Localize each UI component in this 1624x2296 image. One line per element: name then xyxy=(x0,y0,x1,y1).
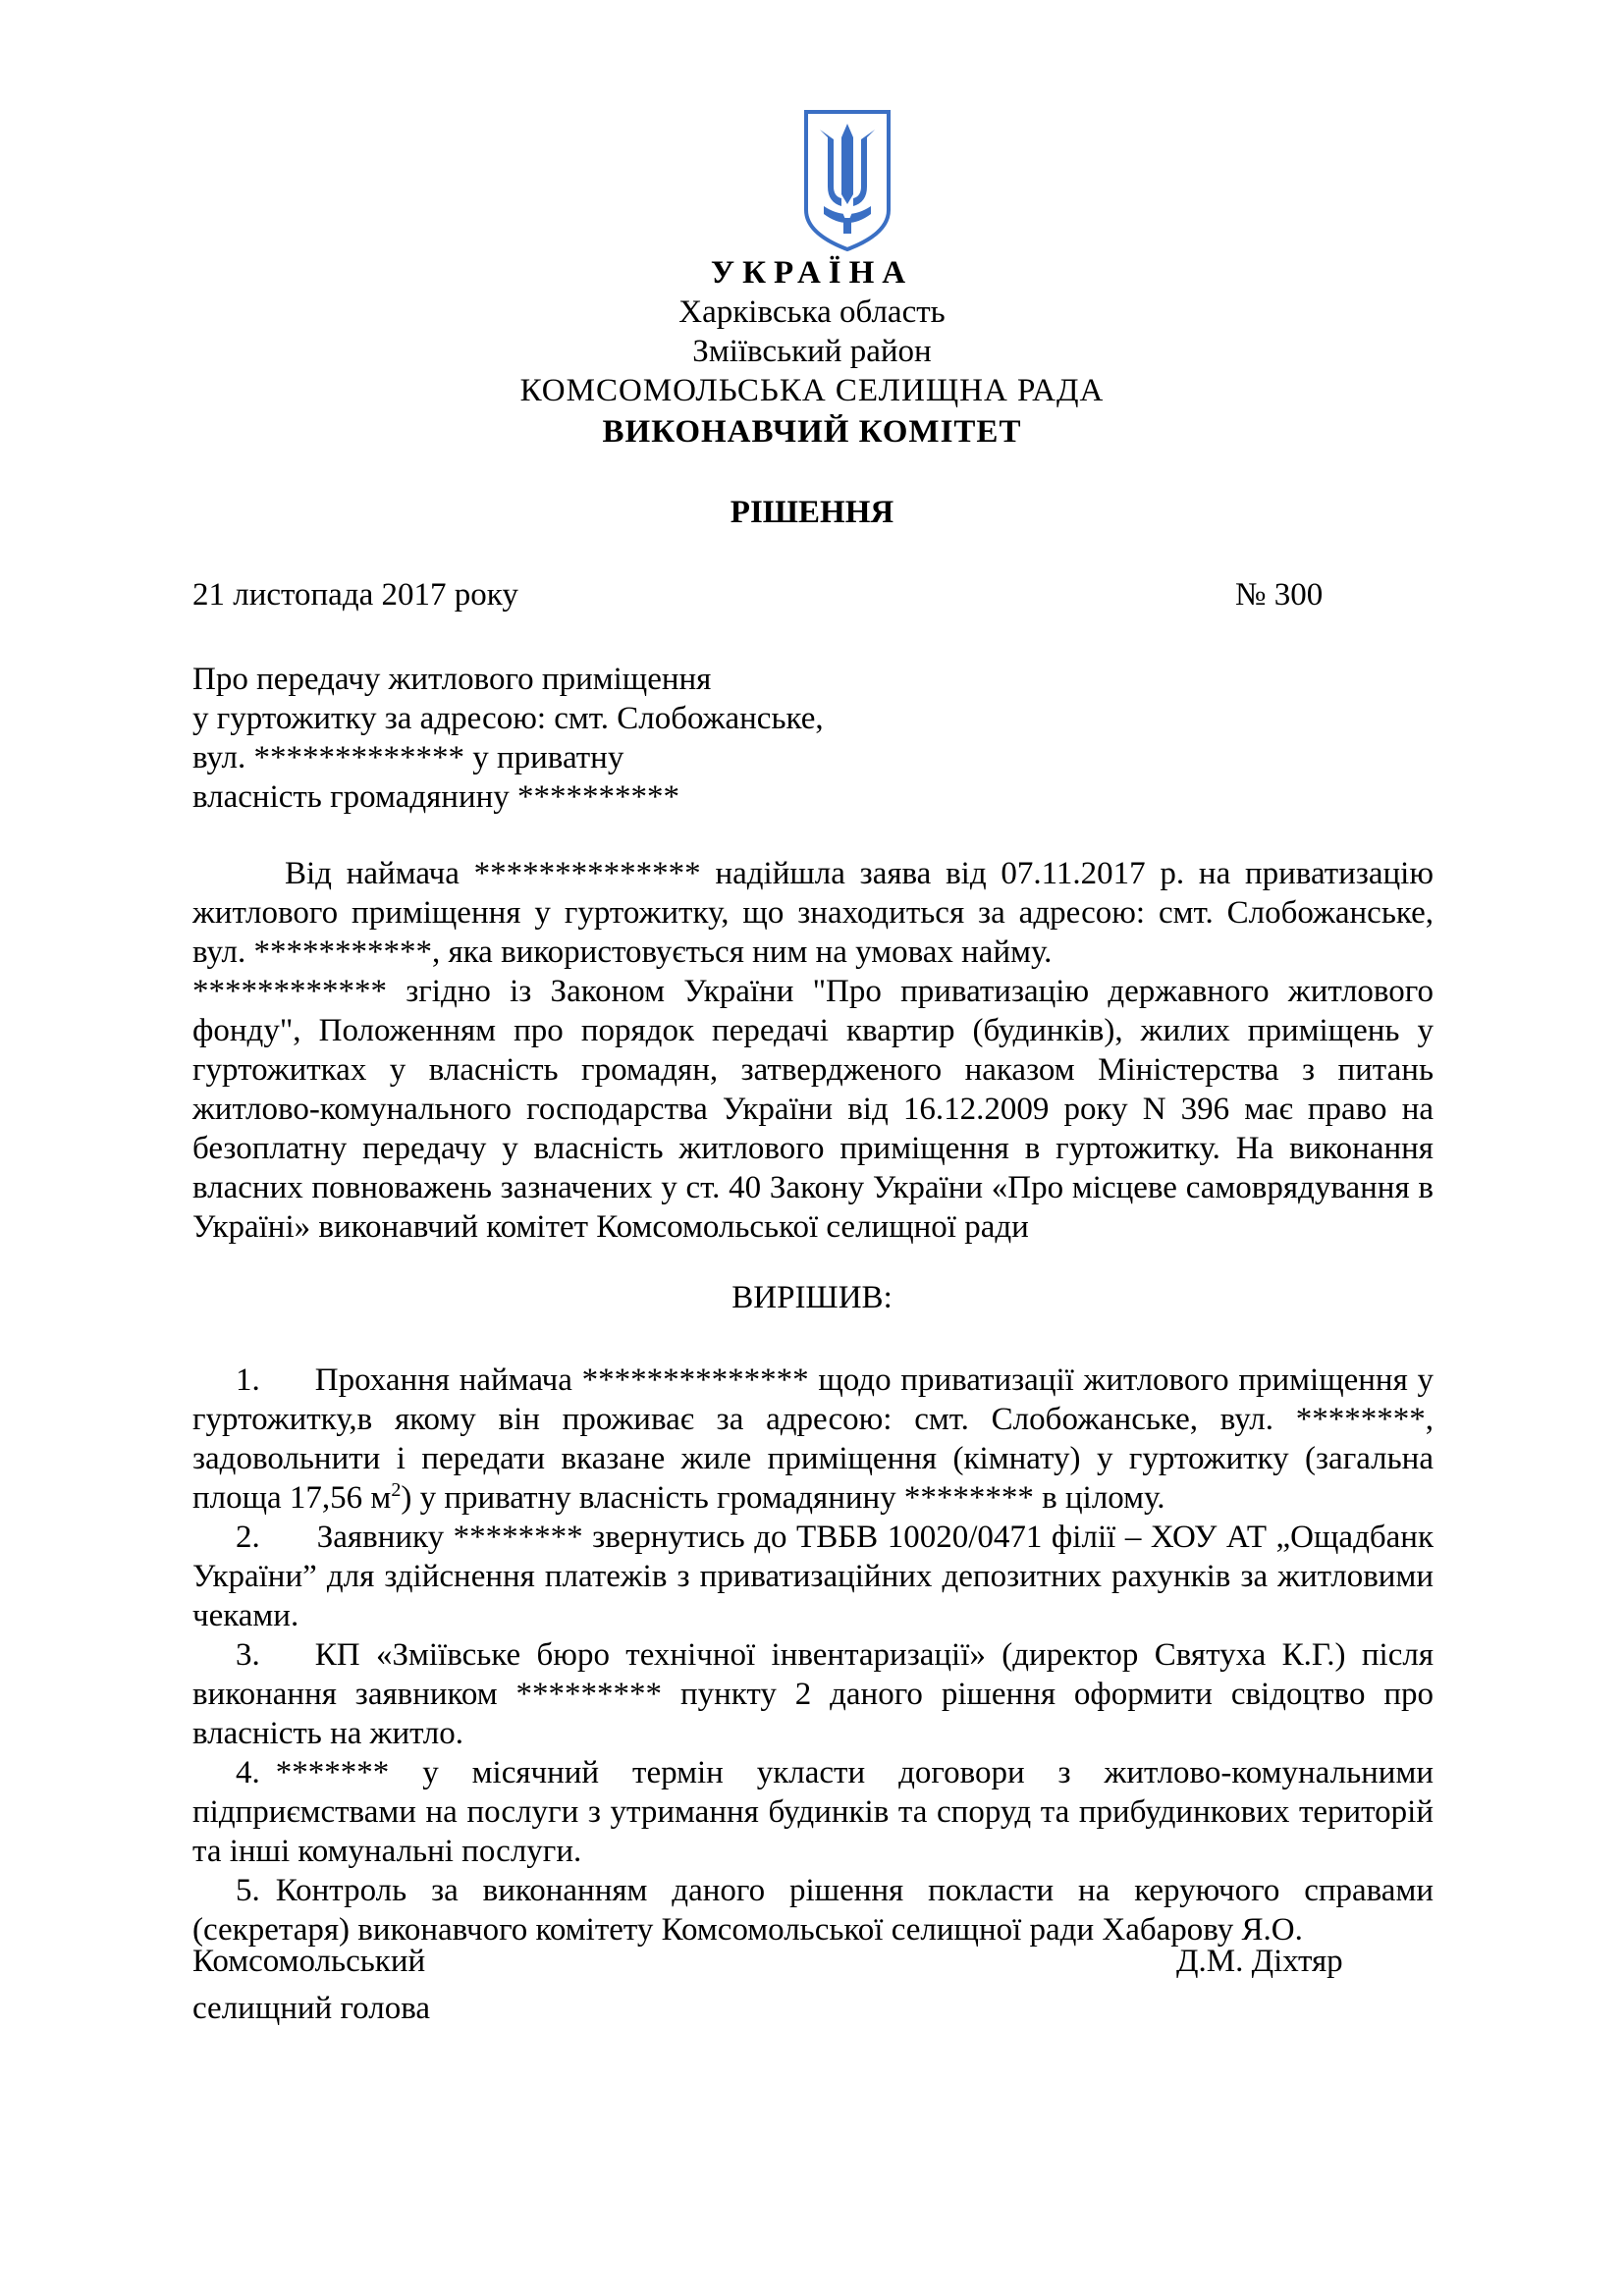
signatory-title xyxy=(192,1938,430,2032)
item-text: Заявнику ******** звернутись до ТВБВ 10020/0471 філії – ХОУ АТ „Ощадбанк України” для здійснення платежів з приватизаційних депозитних рахунків за житловими чеками. xyxy=(192,1520,1434,1633)
oblast-line: Харківська область xyxy=(678,294,946,330)
decision-item-2 xyxy=(192,1518,1434,1635)
item-superscript: 2 xyxy=(391,1479,402,1501)
committee-line: ВИКОНАВЧИЙ КОМІТЕТ xyxy=(602,414,1022,450)
trident-emblem-icon xyxy=(802,108,893,253)
subject-line: вул. ************* у приватну xyxy=(192,740,624,775)
subject-block xyxy=(192,660,880,817)
decision-item-1 xyxy=(192,1361,1434,1518)
preamble-paragraph-2: ************ згідно із Законом України "Про приватизацію державного житлового фонду", Положенням про порядок передачі квартир (будинків), жилих приміщень у гуртожитках у власність громадян, затвердженого наказом Міністерства з питань житлово-комунального господарства України від 16.12.2009 року N 396 має право на безоплатну передачу у власність житлового приміщення в гуртожитку. На виконання власних повноважень зазначених у ст. 40 Закону України «Про місцеве самоврядування в Україні» виконавчий комітет Комсомольської селищної ради xyxy=(192,974,1434,1245)
item-text: ******* у місячний термін укласти договори з житлово-комунальними підприємствами на послуги з утримання будинків та споруд та прибудинкових територій та інші комунальні послуги. xyxy=(192,1755,1434,1869)
rada-line: КОМСОМОЛЬСЬКА СЕЛИЩНА РАДА xyxy=(519,373,1105,408)
item-number: 5. xyxy=(236,1873,260,1908)
document-number: № 300 xyxy=(1235,577,1324,613)
item-number: 2. xyxy=(236,1520,260,1555)
decision-item-4 xyxy=(192,1753,1434,1871)
signatory-name: Д.М. Діхтяр xyxy=(1176,1944,1343,1979)
preamble-paragraph-1: Від наймача ************** надійшла заява від 07.11.2017 р. на приватизацію житлового приміщення у гуртожитку, що знаходиться за адресою: смт. Слобожанське, вул. ***********, яка використовується ним на умовах найму. xyxy=(192,856,1434,970)
preamble xyxy=(192,854,1434,1247)
document-date: 21 листопада 2017 року xyxy=(192,577,518,613)
subject-line: у гуртожитку за адресою: смт. Слобожанське, xyxy=(192,701,824,736)
subject-line: власність громадянину ********** xyxy=(192,779,680,815)
subject-line: Про передачу житлового приміщення xyxy=(192,662,712,697)
item-text: Прохання наймача ************** щодо приватизації житлового приміщення у гуртожитку,в якому він проживає за адресою: смт. Слобожанське, вул. ********, задовольнити і передати вказане жиле приміщення (кімнату) у гуртожитку (загальна площа 17,56 м xyxy=(192,1362,1434,1516)
document-type-title: РІШЕННЯ xyxy=(730,495,894,530)
signatory-title-line: Комсомольський xyxy=(192,1944,426,1979)
decision-items xyxy=(192,1361,1434,1949)
item-text: Контроль за виконанням даного рішення покласти на керуючого справами (секретаря) виконавчого комітету Комсомольської селищної ради Хабарову Я.О. xyxy=(192,1873,1434,1948)
raion-line: Зміївський район xyxy=(692,334,932,369)
item-number: 3. xyxy=(236,1637,260,1673)
item-text: ) у приватну власність громадянину ******** в цілому. xyxy=(401,1480,1165,1516)
decision-item-3 xyxy=(192,1635,1434,1753)
signatory-title-line: селищний голова xyxy=(192,1991,431,2026)
item-text: КП «Зміївське бюро технічної інвентаризації» (директор Святуха К.Г.) після виконання заявником ********* пункту 2 даного рішення оформити свідоцтво про власність на житло. xyxy=(192,1637,1434,1751)
item-number: 4. xyxy=(236,1755,260,1790)
country-heading: УКРАЇНА xyxy=(710,255,914,291)
item-number: 1. xyxy=(236,1362,260,1398)
decision-heading: ВИРІШИВ: xyxy=(731,1280,893,1315)
